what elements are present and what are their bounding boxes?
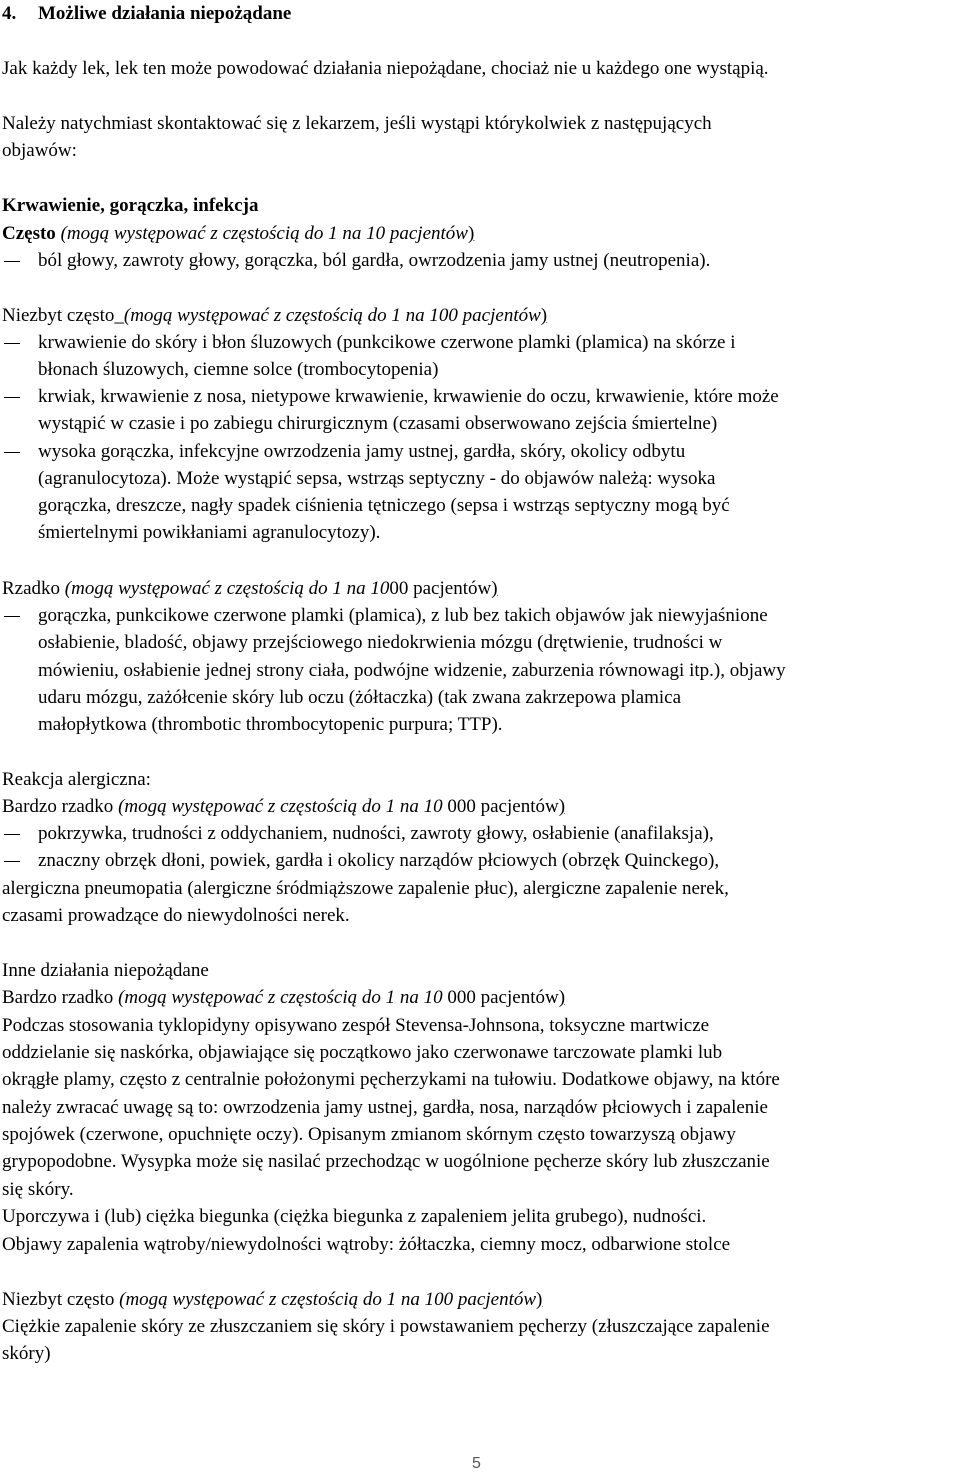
paragraph-line: czasami prowadzące do niewydolności nerek. [2,905,350,926]
bullet-item-continued: wystąpić w czasie i po zabiegu chirurgicznym (czasami obserwowano zejścia śmiertelne) [38,413,718,434]
paragraph-line: okrągłe plamy, często z centralnie położonymi pęcherzykami na tułowiu. Dodatkowe objawy, na które [2,1069,780,1090]
urgent-text-line-2: objawów: [2,140,77,161]
frequency-description: (mogą występować z częstością do 1 na 100 pacjentów [119,1289,537,1310]
bullet-dash [4,343,20,344]
intro-text: Jak każdy lek, lek ten może powodować działania niepożądane, chociaż nie u każdego one wystąpią. [2,58,769,79]
bullet-item-continued: błonach śluzowych, ciemne solce (trombocytopenia) [38,359,439,380]
frequency-close: ) [467,223,475,244]
bullet-item: pokrzywka, trudności z oddychaniem, nudności, zawroty głowy, osłabienie (anafilaksja), [38,823,714,844]
frequency-label: Bardzo rzadko [2,987,114,1008]
bullet-dash [4,616,20,617]
frequency-close: ) [558,796,566,817]
page-number: 5 [472,1455,481,1472]
paragraph-line: się skóry. [2,1179,74,1200]
bullet-item-continued: osłabienie, bladość, objawy przejściowego niedokrwienia mózgu (drętwienie, trudności w [38,632,723,653]
paragraph-line: spojówek (czerwone, opuchnięte oczy). Opisanym zmianom skórnym często towarzyszą objawy [2,1124,736,1145]
paragraph-line: grypopodobne. Wysypka może się nasilać przechodząc w uogólnione pęcherze skóry lub złuszczanie [2,1151,770,1172]
frequency-line-very-rare [2,984,565,1012]
section-title: Możliwe działania niepożądane [38,3,292,24]
section-number: 4. [2,3,17,24]
frequency-line-rare [2,575,498,603]
bullet-item: wysoka gorączka, infekcyjne owrzodzenia jamy ustnej, gardła, skóry, okolicy odbytu [38,441,686,462]
frequency-label: Niezbyt często [2,1289,115,1310]
frequency-description-tail: 00 pacjentów [389,578,492,599]
paragraph-line: Objawy zapalenia wątroby/niewydolności wątroby: żółtaczka, ciemny mocz, odbarwione stolce [2,1234,731,1255]
frequency-label: Często [2,223,56,244]
frequency-description: (mogą występować z częstością do 1 na 10 [64,578,390,599]
bullet-item-continued: udaru mózgu, zażółcenie skóry lub oczu (żółtaczka) (tak zwana zakrzepowa plamica [38,687,682,708]
bullet-item: ból głowy, zawroty głowy, gorączka, ból gardła, owrzodzenia jamy ustnej (neutropenia). [38,250,711,271]
bullet-dash [4,861,20,862]
frequency-description: (mogą występować z częstością do 1 na 10 pacjentów [60,223,468,244]
frequency-description: (mogą występować z częstością do 1 na 10 [118,796,443,817]
frequency-line-uncommon [2,302,547,330]
paragraph-line: alergiczna pneumopatia (alergiczne śródmiąższowe zapalenie płuc), alergiczne zapalenie nerek, [2,878,729,899]
frequency-close: ) [540,305,548,326]
group-heading-bleeding: Krwawienie, gorączka, infekcja [2,195,259,216]
paragraph-line: Podczas stosowania tyklopidyny opisywano zespół Stevensa-Johnsona, toksyczne martwicze [2,1015,710,1036]
bullet-item-continued: małopłytkowa (thrombotic thrombocytopenic purpura; TTP). [38,714,503,735]
frequency-description-tail: 000 pacjentów [447,796,559,817]
frequency-line-common [2,220,474,248]
frequency-description: (mogą występować z częstością do 1 na 100 pacjentów [123,305,541,326]
frequency-label: Bardzo rzadko [2,796,114,817]
frequency-label: Niezbyt często [2,305,115,326]
bullet-dash [4,261,20,262]
frequency-separator: _ [114,305,124,326]
bullet-item: krwiak, krwawienie z nosa, nietypowe krwawienie, krwawienie do oczu, krwawienie, które może [38,386,779,407]
urgent-text-line-1: Należy natychmiast skontaktować się z lekarzem, jeśli wystąpi którykolwiek z następujących [2,113,712,134]
bullet-item-continued: mówieniu, osłabienie jednej strony ciała, podwójne widzenie, zaburzenia równowagi itp.), objawy [38,660,786,681]
bullet-item-continued: (agranulocytoza). Może wystąpić sepsa, wstrząs septyczny - do objawów należą: wysoka [38,468,716,489]
bullet-item: krwawienie do skóry i błon śluzowych (punkcikowe czerwone plamki (plamica) na skórze i [38,332,736,353]
paragraph-line: należy zwracać uwagę są to: owrzodzenia jamy ustnej, gardła, nosa, narządów płciowych i zapalenie [2,1097,768,1118]
frequency-line-uncommon [2,1286,542,1314]
frequency-close: ) [558,987,566,1008]
group-heading-allergic: Reakcja alergiczna: [2,769,151,790]
frequency-line-very-rare [2,793,565,821]
bullet-dash [4,452,20,453]
group-heading-other: Inne działania niepożądane [2,960,209,981]
frequency-close: ) [491,578,498,599]
paragraph-line: Uporczywa i (lub) ciężka biegunka (ciężka biegunka z zapaleniem jelita grubego), nudności. [2,1206,707,1227]
frequency-description: (mogą występować z częstością do 1 na 10 [118,987,443,1008]
bullet-item-continued: śmiertelnymi powikłaniami agranulocytozy). [38,522,381,543]
frequency-label: Rzadko [2,578,61,599]
bullet-item-continued: gorączka, dreszcze, nagły spadek ciśnienia tętniczego (sepsa i wstrząs septyczny mogą być [38,495,730,516]
paragraph-line: Ciężkie zapalenie skóry ze złuszczaniem się skóry i powstawaniem pęcherzy (złuszczające zapalenie [2,1316,770,1337]
frequency-close: ) [536,1289,543,1310]
frequency-description-tail: 000 pacjentów [447,987,559,1008]
bullet-item: znaczny obrzęk dłoni, powiek, gardła i okolicy narządów płciowych (obrzęk Quinckego), [38,850,720,871]
bullet-dash [4,397,20,398]
bullet-dash [4,834,20,835]
paragraph-line: oddzielanie się naskórka, objawiające się początkowo jako czerwonawe tarczowate plamki lub [2,1042,723,1063]
bullet-item: gorączka, punkcikowe czerwone plamki (plamica), z lub bez takich objawów jak niewyjaśnione [38,605,768,626]
paragraph-line: skóry) [2,1343,51,1364]
